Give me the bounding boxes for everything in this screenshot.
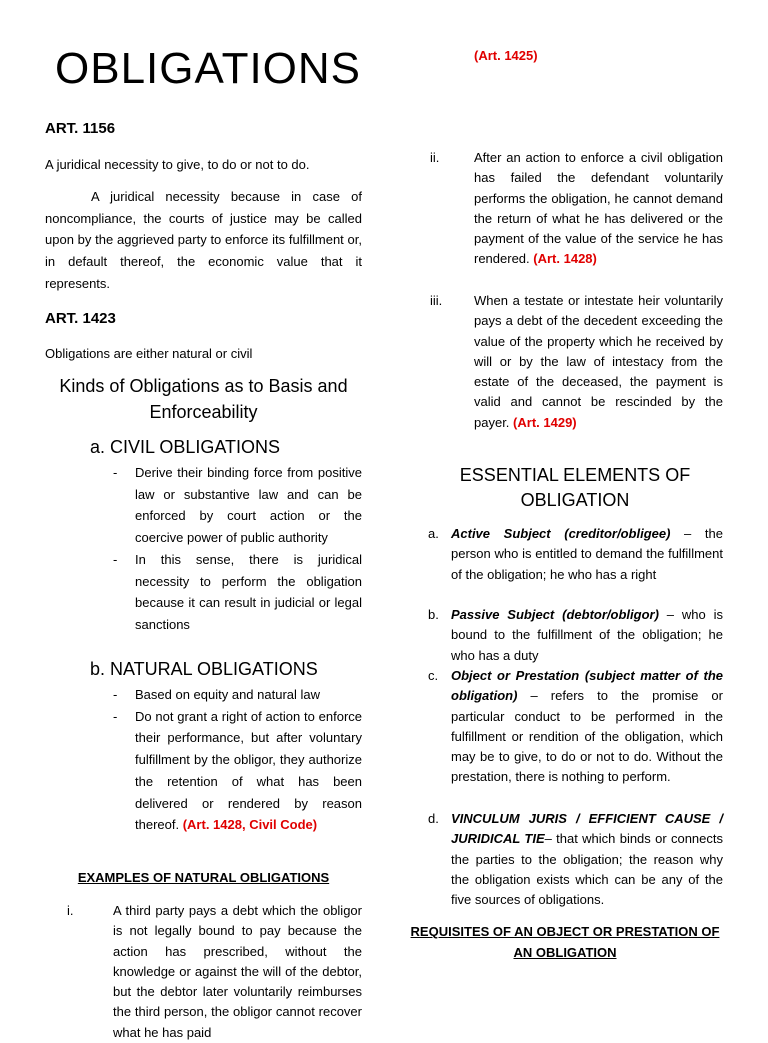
list-item: - In this sense, there is juridical necessity to perform the obligation because it can result in judicial or legal sanctions [135,549,362,636]
element-item-a: a. Active Subject (creditor/obligee) – the person who is entitled to demand the fulfillment of the obligation; he who has a right [428,526,723,582]
art-1156-definition: A juridical necessity to give, to do or not to do. [45,157,310,172]
examples-heading: EXAMPLES OF NATURAL OBLIGATIONS [77,870,330,885]
art-1423-heading: ART. 1423 [45,310,116,327]
elements-heading: ESSENTIAL ELEMENTS OF OBLIGATION [459,465,691,510]
civil-obligations-list [113,462,362,636]
dash-bullet: - [113,465,118,480]
element-term: VINCULUM JURIS / EFFICIENT CAUSE / JURIDICAL TIE [451,811,723,847]
element-term: Passive Subject (debtor/obligor) [451,607,659,622]
element-item-c: c. Object or Prestation (subject matter of the obligation) – refers to the promise or particular conduct to be performed in the fulfillment or rendition of the obligation, which may be to give, to do or not to do. Without the prestation, there is nothing to perform. [428,668,723,785]
element-item-b: b. Passive Subject (debtor/obligor) – who is bound to the fulfillment of the obligation; he who has a duty [428,607,723,663]
example-item-1-continued [474,46,723,66]
example-text: A third party pays a debt which the obligor is not legally bound to pay because the action has prescribed, without the knowledge or against the will of the debtor, but the debtor later voluntarily reimburses the third person, the obligor cannot recover what he has paid [113,903,362,1040]
example-text-continued [474,46,723,66]
citation: (Art. 1428) [533,251,597,267]
art-1156-heading: ART. 1156 [45,120,116,137]
dash-bullet: - [113,687,118,702]
example-item-2: ii. After an action to enforce a civil obligation has failed the defendant voluntarily performs the obligation, he cannot demand the return of what he has delivered or the payment of the value of the service he has rendered. (Art. 1428) [410,148,723,270]
page-title: OBLIGATIONS [55,44,362,93]
citation: (Art. 1425) [474,48,538,63]
element-item-d: d. VINCULUM JURIS / EFFICIENT CAUSE / JURIDICAL TIE– that which binds or connects the parties to the obligation; the reason why the obligation exists which can be any of the five sources of obligations. [428,811,723,908]
example-item-1: i. A third party pays a debt which the obligor is not legally bound to pay because the action has prescribed, without the knowledge or against the will of the debtor, but the debtor later voluntarily reimburses the third person, the obligor cannot recover what he has paid [45,901,362,1043]
example-text: When a testate or intestate heir voluntarily pays a debt of the decedent exceeding the value of the property which he received by will or by the law of intestacy from the estate of the deceased, the payment is valid and cannot be rescinded by the payer. (Art. 1429) [474,293,723,430]
list-item: - Based on equity and natural law [135,684,362,706]
citation: (Art. 1428, Civil Code) [182,817,318,833]
dash-bullet: - [113,708,118,724]
dash-bullet: - [113,551,118,567]
list-item: - Derive their binding force from positive law or substantive law and can be enforced by court action or the coercive power of public authority [135,462,362,549]
natural-obligations-list [113,684,362,836]
natural-obligations-heading: b. NATURAL OBLIGATIONS [90,659,318,679]
element-term: Active Subject (creditor/obligee) [451,526,671,541]
example-text: After an action to enforce a civil obligation has failed the defendant voluntarily performs the obligation, he cannot demand the return of what he has delivered or the payment of the value of the service he has rendered. (Art. 1428) [474,150,723,267]
art-1156-explanation: A juridical necessity because in case of noncompliance, the courts of justice may be called upon by the aggrieved party to enforce its fulfillment or, in default thereof, the economic value that it represents. [45,189,362,291]
civil-obligations-heading: a. CIVIL OBLIGATIONS [90,437,281,457]
example-item-3: iii. When a testate or intestate heir voluntarily pays a debt of the decedent exceeding the value of the property which he received by will or by the law of intestacy from the estate of the deceased, the payment is valid and cannot be rescinded by the payer. (Art. 1429) [410,291,723,433]
element-term: Object or Prestation (subject matter of the obligation) [451,668,723,704]
kinds-heading: Kinds of Obligations as to Basis and Enforceability [59,376,348,422]
requisites-heading: REQUISITES OF AN OBJECT OR PRESTATION OF AN OBLIGATION [410,924,720,960]
art-1423-text: Obligations are either natural or civil [45,346,253,361]
citation: (Art. 1429) [513,414,577,430]
list-item: - Do not grant a right of action to enforce their performance, but after voluntary fulfillment by the obligor, they authorize the retention of what has been delivered or rendered by reason thereof. (Art. 1428, Civil Code) [135,706,362,836]
